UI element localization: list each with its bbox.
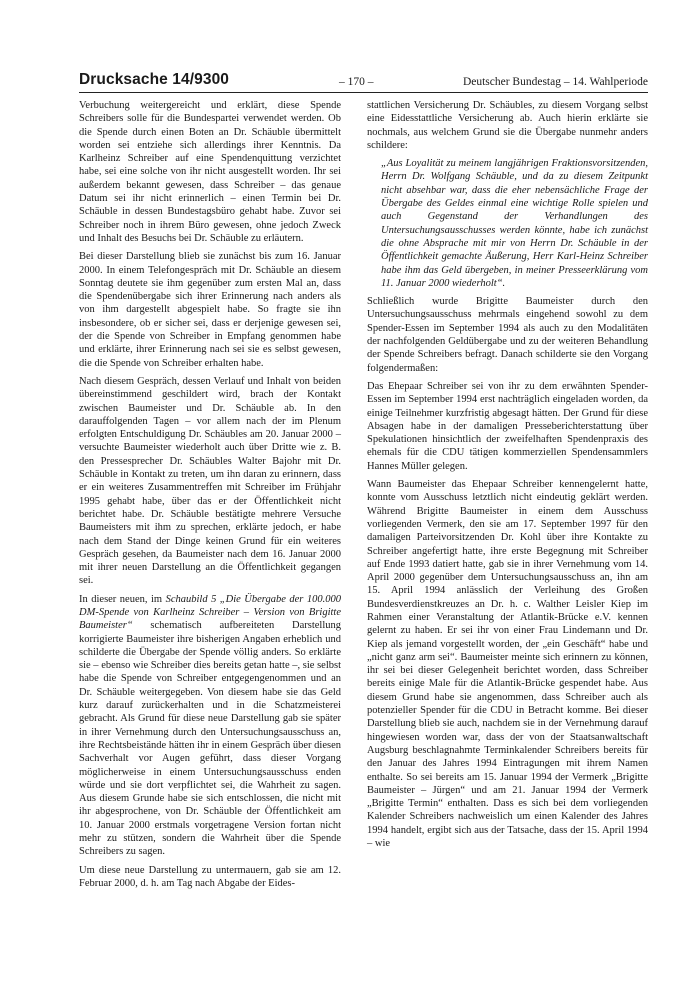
paragraph — [79, 593, 341, 859]
paragraph: Das Ehepaar Schreiber sei von ihr zu dem erwähnten Spender-Essen im September 1994 erst nachträglich eingeladen worden, da einige Teilnehmer kurzfristig abgesagt hätten. Der Grund für diese Absagen habe in der damaligen Presseberichterstattung über Spekulationen hinsichtlich der zweifelhaften Spendenpraxis des ehemals für die CDU tätigen kommerziellen Spendensammlers Hannes Müller gelegen. — [367, 380, 648, 472]
block-quote: „Aus Loyalität zu meinem langjährigen Fraktionsvorsitzenden, Herrn Dr. Wolfgang Schäuble, und da zu diesem Zeitpunkt nicht absehbar war, dass die eher nebensächliche Frage der Übergabe des Geldes einmal eine wichtige Rolle spielen und auch Gegenstand der Verhandlungen des Untersuchungsausschusses werden könnte, habe ich zunächst die ohne Absprache mit mir von Herrn Dr. Schäuble in der Öffentlichkeit gemachte Äußerung, Herr Karl-Heinz Schreiber habe ihm das Geld übergeben, in meiner Presseerklärung vom 11. Januar 2000 wiederholt“. — [381, 158, 648, 289]
right-column — [367, 99, 648, 855]
paragraph: Schließlich wurde Brigitte Baumeister durch den Untersuchungsausschuss mehrmals eingehend sowohl zu dem Spender-Essen im September 1994 als auch zu den Modalitäten der nachfolgenden Geldübergabe und zu der weiteren Behandlung der Spende Schreibers befragt. Danach schilderte sie den Vorgang folgendermaßen: — [367, 296, 648, 374]
paragraph: stattlichen Versicherung Dr. Schäubles, zu diesem Vorgang selbst eine Eidesstattliche Versicherung ab. Auch hierin erklärte sie nochmals, aus welchem Grund sie die Übergabe nunmehr anders schildere: — [367, 100, 648, 151]
paragraph-text: In dieser neuen, im — [79, 593, 166, 605]
paragraph-text: schematisch aufbereiteten Darstellung korrigierte Baumeister ihre bisherigen Angaben erheblich und schilderte die Übergabe der Spende völlig anders. So erklärte sie – ebenso wie Schreiber dies bereits getan hatte –, sie selbst habe die Spende von Schreiber entgegengenommen und an Dr. Schäuble weitergegeben. Von diesem habe sie das Geld kurz darauf zurückerhalten und in die Schatzmeisterei gebracht. Als Grund für diese neue Darstellung gab sie später in ihrer Vernehmung durch den Untersuchungsausschuss an, ihre Rechtsbeistände hätten ihr in einem Gespräch über diesen Sachverhalt vor Augen geführt, dass dieser Vorgang möglicherweise in einem Untersuchungsausschuss enden würde und sie dort verpflichtet sei, die Wahrheit zu sagen. Aus diesem Grunde habe sie sich entschlossen, die nicht mit ihr abgesprochene, von Dr. Schäuble der Öffentlichkeit am 10. Januar 2000 erstmals vorgetragene Version fortan nicht mehr zu stützen, sondern die Wahrheit über die Spende Schreibers zu sagen. — [79, 620, 341, 858]
page-header — [79, 70, 648, 93]
document-label: Drucksache 14/9300 — [79, 71, 230, 88]
paragraph: Verbuchung weitergereicht und erklärt, diese Spende Schreibers solle für die Bundespartei verwendet werden. Ob die Spende durch einen Boten an Dr. Schäuble übermittelt worden sei entziehe sich allerdings ihrer Kenntnis. Da Karlheinz Schreiber auf eine Spendenquittung verzichtet habe, sei eine solche von ihr nicht ausgestellt worden. Ihr sei außerdem bekannt gewesen, dass Schreiber – das genaue Datum sei ihr nicht erinnerlich – einen Termin bei Dr. Schäuble in dessen Bundestagsbüro gehabt habe. Zuvor sei Schreiber noch in ihrem Büro gewesen, ohne jedoch Zweck und Inhalt des Besuchs bei Dr. Schäuble zu erläutern. — [79, 100, 341, 244]
page-number: – 170 – — [339, 76, 374, 88]
paragraph: Nach diesem Gespräch, dessen Verlauf und Inhalt von beiden übereinstimmend geschildert wird, brach der Kontakt zwischen Baumeister und Dr. Schäuble ab. In den darauffolgenden Tagen – vor allem nach der im Plenum erfolgten Entschuldigung Dr. Schäubles am 20. Januar 2000 – versuchte Baumeister wiederholt auch über Dritte wie z. B. den Pressesprecher Dr. Schäubles Walter Bajohr mit Dr. Schäuble in Kontakt zu treten, um ihn daran zu erinnern, dass er ein weiteres Zusammentreffen mit Schreiber im Frühjahr 1995 gehabt habe, über das er der Öffentlichkeit nicht berichtet habe. Dr. Schäuble bestätigte mehrere Versuche Baumeisters mit ihm zu sprechen, erklärte jedoch, er habe nach dem Stand der Dinge keinen Grund für ein weiteres Gespräch gesehen, da Baumeister nach dem 16. Januar 2000 mit ihrer neuen Darstellung an die Öffentlichkeit gegangen sei. — [79, 375, 341, 587]
figure-reference: Schaubild 5 „Die Übergabe der 100.000 DM-Spende von Karlheinz Schreiber – Version von Brigitte Baumeister“ — [79, 593, 342, 632]
publisher-label: Deutscher Bundestag – 14. Wahlperiode — [462, 76, 648, 88]
paragraph: Um diese neue Darstellung zu untermauern, gab sie am 12. Februar 2000, d. h. am Tag nach Abgabe der Eides- — [79, 864, 341, 889]
left-column — [79, 99, 341, 895]
paragraph: Wann Baumeister das Ehepaar Schreiber kennengelernt hatte, konnte vom Ausschuss letztlich nicht eindeutig geklärt werden. Während Brigitte Baumeister in einem dem Ausschuss vorliegenden Vermerk, den sie am 17. September 1997 für den damaligen Parteivorsitzenden Dr. Kohl über ihre Kontakte zu Schreiber angefertigt hatte, ihre erste Begegnung mit Schreiber auf Ende 1993 datiert hatte, gab sie in ihrer Vernehmung vom 14. April 2000 gegenüber dem Untersuchungsausschuss an, ihn am 15. April 1994 anlässlich der Verleihung des Großen Bundesverdienstkreuzes an Dr. h. c. Walther Leisler Kiep im Rahmen einer Veranstaltung der Atlantik-Brücke e.V. kennen gelernt zu haben. Er sei ihr von einer Frau Lindemann und Dr. Kiep als jemand vorgestellt worden, der „ein Geschäft“ habe und „nicht ganz arm sei“. Baumeister meinte sich erinnern zu können, ihr sei bei dieser Gelegenheit berichtet worden, dass Schreiber bereits einige Male für die Atlantik-Brücke gespendet habe. Aus diesem Grund habe sie angenommen, dass Schreiber auch als potenzieller Spender für die CDU in Betracht komme. Bei dieser Darstellung blieb sie auch, nachdem sie in der Vernehmung darauf hingewiesen worden war, dass der von der Staatsanwaltschaft Augsburg beschlagnahmte Terminkalender Schreibers bereits für den Januar des Jahres 1994 Eintragungen mit ihrem Namen enthalte. So sei bereits am 15. Januar 1994 der Vermerk „Brigitte Baumeister – Jürgen“ und am 21. Januar 1994 der Vermerk „Brigitte Termin“ enthalten. Dass es sich bei dem vorliegenden Kalender Schreibers nachweislich um einen Kalender des Jahres 1994 handelt, ergibt sich aus der Tatsache, dass der 15. April 1994 – wie — [367, 479, 648, 850]
paragraph: Bei dieser Darstellung blieb sie zunächst bis zum 16. Januar 2000. In einem Telefongespräch mit Dr. Schäuble an diesem Sonntag deutete sie ihm gegenüber zum ersten Mal an, dass die Spendenübergabe sich ihrer Erinnerung nach anders als von ihm dargestellt abgespielt habe. So fragte sie ihn insbesondere, ob er sicher sei, dass er derjenige gewesen sei, der die Spende von Schreiber in Empfang genommen habe und erklärte, ihrer Erinnerung nach sei sie es selbst gewesen, die die Spende von Schreiber erhalten habe. — [79, 251, 341, 369]
